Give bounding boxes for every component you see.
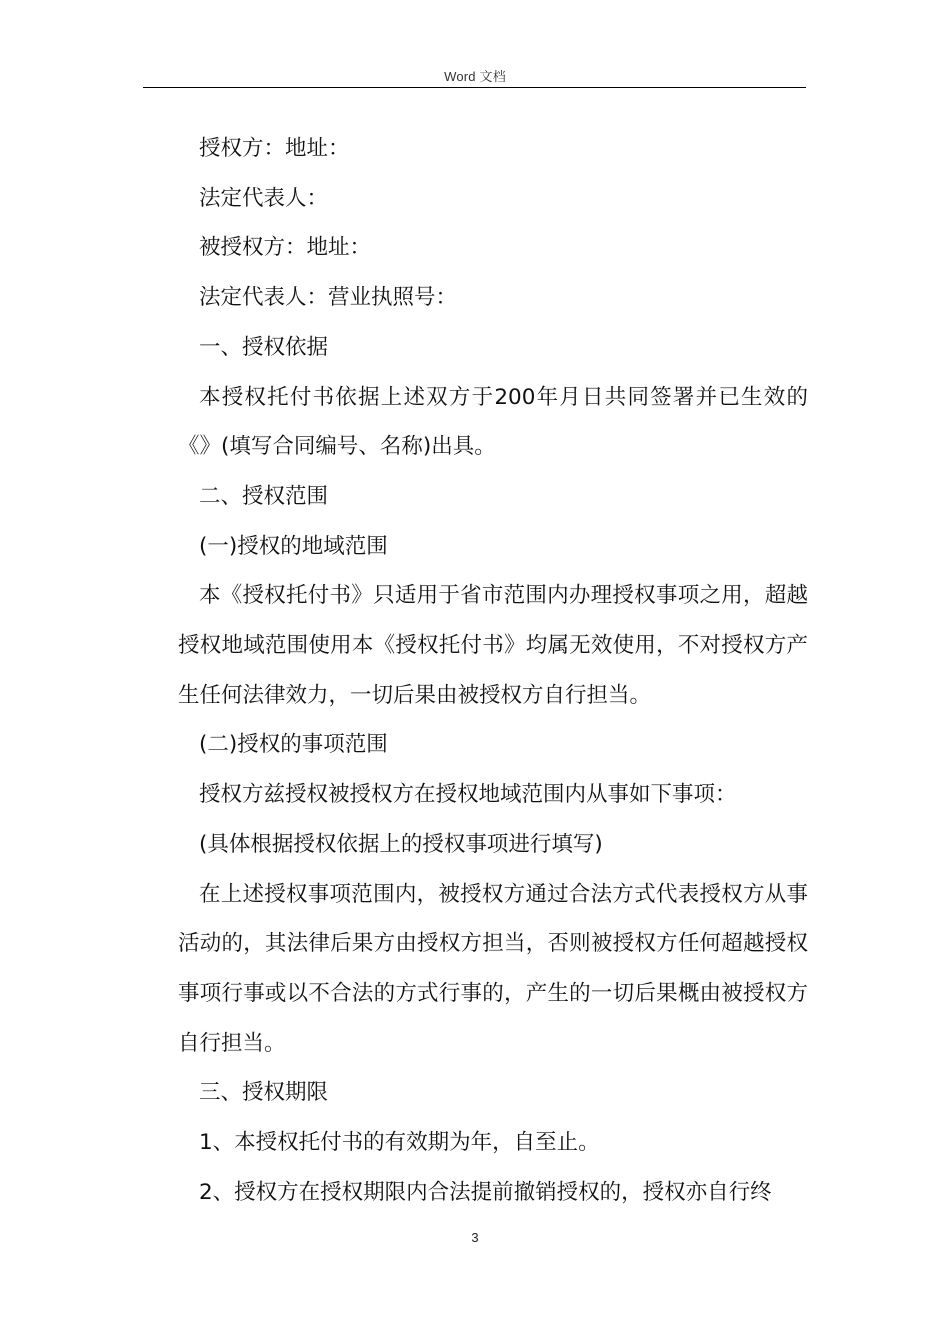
section-heading-scope: 二、授权范围 xyxy=(199,483,329,509)
paragraph-basis: 本授权托付书依据上述双方于200年月日共同签署并已生效的《》(填写合同编号、名称)出具。 xyxy=(178,384,808,460)
header-divider xyxy=(143,87,806,88)
paragraph-grantor-address: 授权方：地址： xyxy=(199,136,350,161)
page-number: 3 xyxy=(471,1230,479,1245)
paragraph-grantor-legal-rep: 法定代表人： xyxy=(199,185,329,211)
subheading-geographic-scope: (一)授权的地域范围 xyxy=(199,533,388,559)
paragraph-fill-note: (具体根据授权依据上的授权事项进行填写) xyxy=(199,831,603,857)
paragraph-legal-consequences: 在上述授权事项范围内，被授权方通过合法方式代表授权方从事活动的，其法律后果方由授权方担当，否则被授权方任何超越授权事项行事或以不合法的方式行事的，产生的一切后果概由被授权方自行担当。 xyxy=(178,881,808,1056)
document-body xyxy=(178,124,808,1217)
section-heading-term: 三、授权期限 xyxy=(199,1080,329,1106)
page-header: Word 文档 xyxy=(444,69,506,84)
paragraph-matter-scope: 授权方兹授权被授权方在授权地域范围内从事如下事项： xyxy=(199,782,737,808)
section-heading-basis: 一、授权依据 xyxy=(199,334,329,360)
subheading-matter-scope: (二)授权的事项范围 xyxy=(199,732,388,758)
paragraph-term-validity: 1、本授权托付书的有效期为年，自至止。 xyxy=(199,1130,600,1156)
paragraph-geographic-scope: 本《授权托付书》只适用于省市范围内办理授权事项之用，超越授权地域范围使用本《授权托付书》均属无效使用，不对授权方产生任何法律效力，一切后果由被授权方自行担当。 xyxy=(178,583,808,708)
paragraph-grantee-address: 被授权方：地址： xyxy=(199,235,372,261)
paragraph-grantee-legal-rep: 法定代表人：营业执照号： xyxy=(199,285,458,311)
paragraph-term-revocation: 2、授权方在授权期限内合法提前撤销授权的，授权亦自行终 xyxy=(199,1179,772,1205)
